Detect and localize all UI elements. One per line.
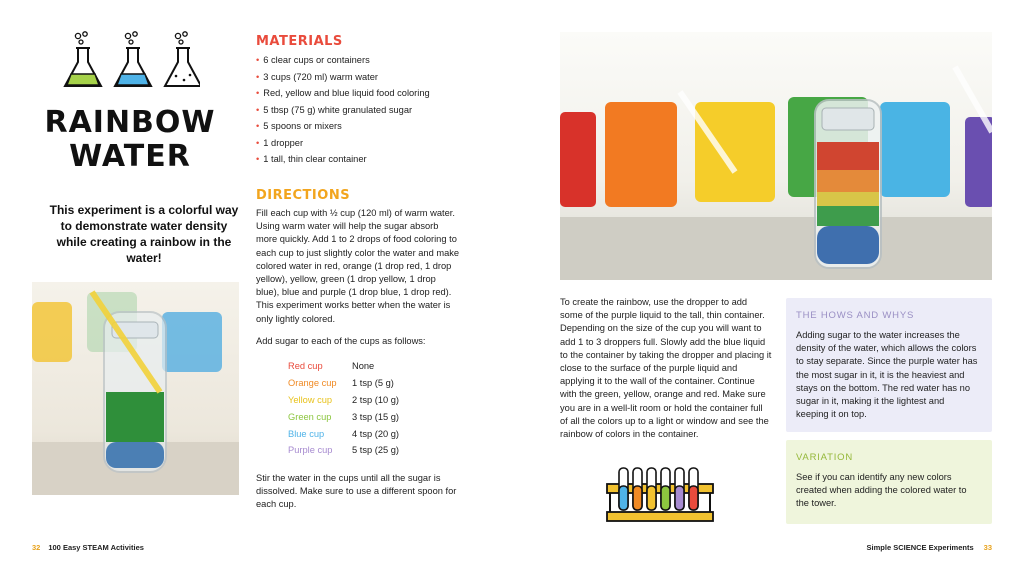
list-item: • Red, yellow and blue liquid food coloring xyxy=(256,88,430,98)
test-tube-rack-icon xyxy=(604,464,716,526)
table-row: Purple cup 5 tsp (25 g) xyxy=(288,445,400,456)
sugar-table xyxy=(288,358,399,459)
variation-box xyxy=(786,440,992,524)
table-row: Orange cup 1 tsp (5 g) xyxy=(288,378,394,389)
materials-heading: MATERIALS xyxy=(256,34,343,49)
title-line-2: WATER xyxy=(69,139,191,174)
list-item: • 5 spoons or mixers xyxy=(256,121,342,131)
list-item: • 5 tbsp (75 g) white granulated sugar xyxy=(256,104,413,115)
page-number: 33 xyxy=(983,543,992,552)
hows-and-whys-box xyxy=(786,298,992,432)
list-item: • 6 clear cups or containers xyxy=(256,55,370,65)
page-title xyxy=(40,106,220,174)
list-item: • 1 tall, thin clear container xyxy=(256,154,367,164)
list-item: • 3 cups (720 ml) warm water xyxy=(256,71,378,82)
directions-heading: DIRECTIONS xyxy=(256,188,351,203)
section-title: Simple SCIENCE Experiments xyxy=(866,543,974,552)
page-number: 32 xyxy=(32,543,41,552)
right-body-text: To create the rainbow, use the dropper to add some of the purple liquid to the tall, thin container. Depending on the size of the cup you will want to add 1 to 3 droppers full. Slowly add the blue liquid to the container by taking the dropper and placing it close to the surface of the purple liquid and applying it to the wall of the container. Continue with the green, yellow, orange and red. Make sure you are in a well-lit room or hold the container full of all the colors up to a light or window and see the rainbow of colors in the container. xyxy=(560,297,772,440)
directions-paragraph-2: Add sugar to each of the cups as follows: xyxy=(256,336,426,346)
hows-and-whys-text: Adding sugar to the water increases the density of the water, which allows the colors to stay separate. Since the purple water has the most sugar in it, it is the heaviest and stays on the bottom. The red water has no sugar in it, making it the lightest and keeping it on top. xyxy=(796,330,978,420)
flask-icon xyxy=(65,32,101,86)
variation-heading: VARIATION xyxy=(796,452,853,463)
photo-rainbow-cups xyxy=(560,32,992,280)
intro-text: This experiment is a colorful way to demonstrate water density while creating a rainbow in the water! xyxy=(49,203,239,265)
table-row: Yellow cup 2 tsp (10 g) xyxy=(288,394,400,405)
directions-paragraph-1: Fill each cup with ½ cup (120 ml) of warm water. Using warm water will help the sugar absorb more quickly. Add 1 to 2 drops of food coloring to each cup to just slightly color the water and make colored water in red, orange (1 drop red, 1 drop yellow), yellow, green (1 drop yellow, 1 drop blue), blue and purple (1 drop blue, 1 drop red). This experiment works better when the water is only lightly colored. xyxy=(256,208,460,324)
photo-single-bottle xyxy=(32,282,239,495)
hows-and-whys-heading: THE HOWS AND WHYS xyxy=(796,310,915,321)
table-row: Green cup 3 tsp (15 g) xyxy=(288,411,400,422)
flask-icon xyxy=(165,32,200,86)
variation-text: See if you can identify any new colors created when adding the colored water to the tower. xyxy=(796,472,967,509)
title-line-1: RAINBOW xyxy=(44,105,216,140)
list-item: • 1 dropper xyxy=(256,137,304,148)
flasks-illustration xyxy=(60,30,200,92)
table-row: Blue cup 4 tsp (20 g) xyxy=(288,428,400,439)
book-title: 100 Easy STEAM Activities xyxy=(48,543,144,552)
directions-paragraph-3: Stir the water in the cups until all the sugar is dissolved. Make sure to use a different spoon for each cup. xyxy=(256,473,457,510)
table-row: Red cup None xyxy=(288,361,375,372)
materials-list xyxy=(256,52,496,168)
footer-left xyxy=(32,543,144,552)
footer-right xyxy=(867,543,992,552)
flask-icon xyxy=(115,32,151,86)
